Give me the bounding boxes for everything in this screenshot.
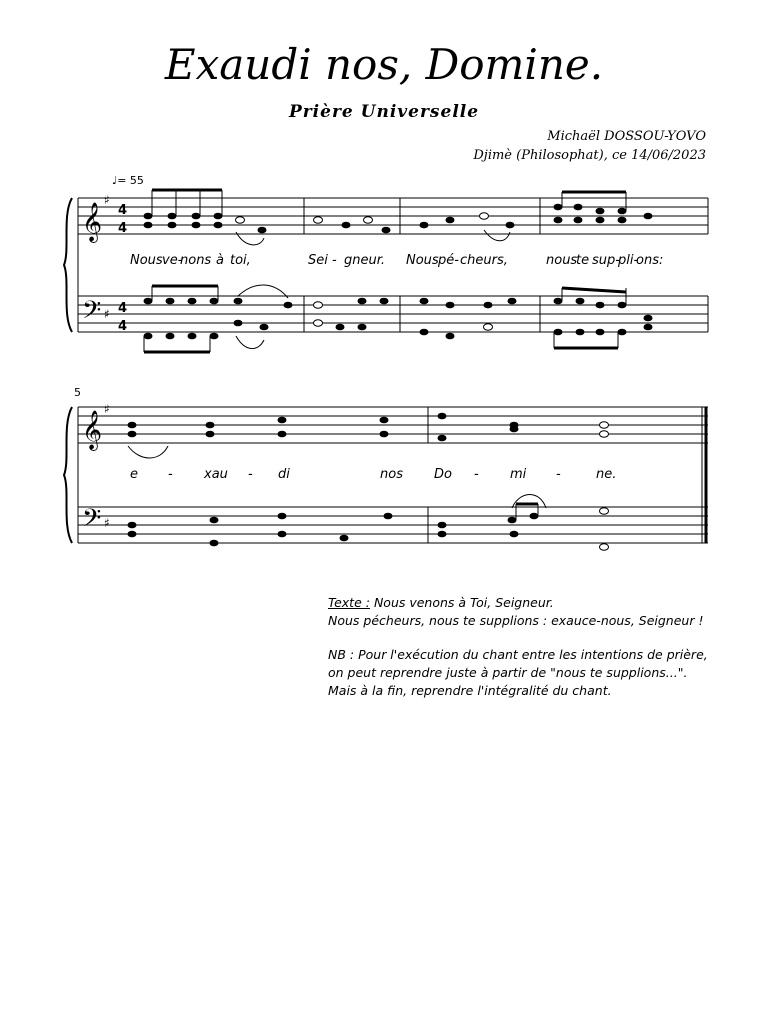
- noteheads-treble-1: [144, 204, 653, 234]
- sharp-icon: ♯: [104, 516, 110, 530]
- lyric-syllable: nons: [180, 253, 212, 268]
- sharp-icon: ♯: [104, 402, 110, 416]
- composer-credit: Michaël DOSSOU-YOVO: [547, 129, 706, 144]
- treble-clef-icon: 𝄞: [82, 202, 103, 242]
- noteheads-system-2: [128, 413, 609, 551]
- performance-notes: [328, 594, 728, 700]
- place-date-credit: Djimè (Philosophat), ce 14/06/2023: [473, 148, 706, 163]
- treble-clef-icon: 𝄞: [82, 410, 103, 450]
- brace-system-1: [64, 198, 72, 332]
- ties-slurs-1: [236, 230, 510, 349]
- lyric-syllable: xau: [204, 467, 228, 482]
- texte-line-2: Nous pécheurs, nous te supplions : exauce-nous, Seigneur !: [328, 613, 704, 628]
- lyric-syllable: pli-: [618, 253, 639, 268]
- lyric-syllable: gneur.: [344, 253, 386, 268]
- svg-text:4: 4: [118, 203, 128, 218]
- lyric-syllable: -: [168, 467, 173, 482]
- tempo-marking: ♩= 55: [112, 174, 144, 187]
- lyric-syllable: cheurs,: [460, 253, 508, 268]
- lyric-syllable: nous: [546, 253, 578, 268]
- ties-slurs-2: [128, 446, 546, 520]
- lyric-syllable: ve-: [162, 253, 183, 268]
- page-subtitle: Prière Universelle: [288, 102, 480, 122]
- lyric-syllable: e: [130, 467, 138, 482]
- time-signature: [118, 203, 127, 334]
- bar-number: 5: [74, 386, 81, 399]
- lyric-syllable: Nous: [406, 253, 439, 268]
- lyric-syllable: sup-: [592, 253, 620, 268]
- lyric-syllable: ne.: [596, 467, 617, 482]
- bass-clef-icon: 𝄢: [82, 504, 102, 539]
- stems-beams-treble-1: [152, 190, 626, 216]
- lyric-syllable: di: [278, 467, 290, 482]
- sharp-icon: ♯: [104, 193, 110, 207]
- nb-line-1: NB : Pour l'exécution du chant entre les intentions de prière,: [328, 647, 708, 662]
- lyric-syllable: pé-: [438, 253, 459, 268]
- lyric-syllable: ons:: [636, 253, 664, 268]
- texte-label: Texte :: [328, 595, 370, 610]
- svg-text:4: 4: [118, 221, 128, 236]
- sharp-icon: ♯: [104, 307, 110, 321]
- lyric-syllable: à: [216, 253, 224, 268]
- nb-line-3: Mais à la fin, reprendre l'intégralité du chant.: [328, 683, 612, 698]
- lyric-syllable: mi: [510, 467, 527, 482]
- lyric-syllable: Sei: [308, 253, 328, 268]
- texte-line-1: [328, 594, 728, 612]
- svg-text:4: 4: [118, 301, 128, 316]
- lyric-syllable: -: [474, 467, 479, 482]
- lyric-syllable: -: [332, 253, 337, 268]
- lyric-syllable: -: [248, 467, 253, 482]
- lyric-syllable: te: [576, 253, 590, 268]
- lyric-syllable: nos: [380, 467, 403, 482]
- lyric-syllable: Nous: [130, 253, 163, 268]
- noteheads-bass-1: [144, 298, 653, 340]
- page-title: Exaudi nos, Domine.: [164, 40, 604, 89]
- svg-text:4: 4: [118, 319, 128, 334]
- lyric-syllable: -: [556, 467, 561, 482]
- brace-system-2: [64, 407, 72, 543]
- nb-line-2: on peut reprendre juste à partir de "nous te supplions...".: [328, 665, 688, 680]
- texte-text: Nous venons à Toi, Seigneur.: [369, 595, 554, 610]
- lyric-syllable: toi,: [230, 253, 251, 268]
- lyric-syllable: Do: [434, 467, 452, 482]
- bass-clef-icon: 𝄢: [82, 296, 102, 331]
